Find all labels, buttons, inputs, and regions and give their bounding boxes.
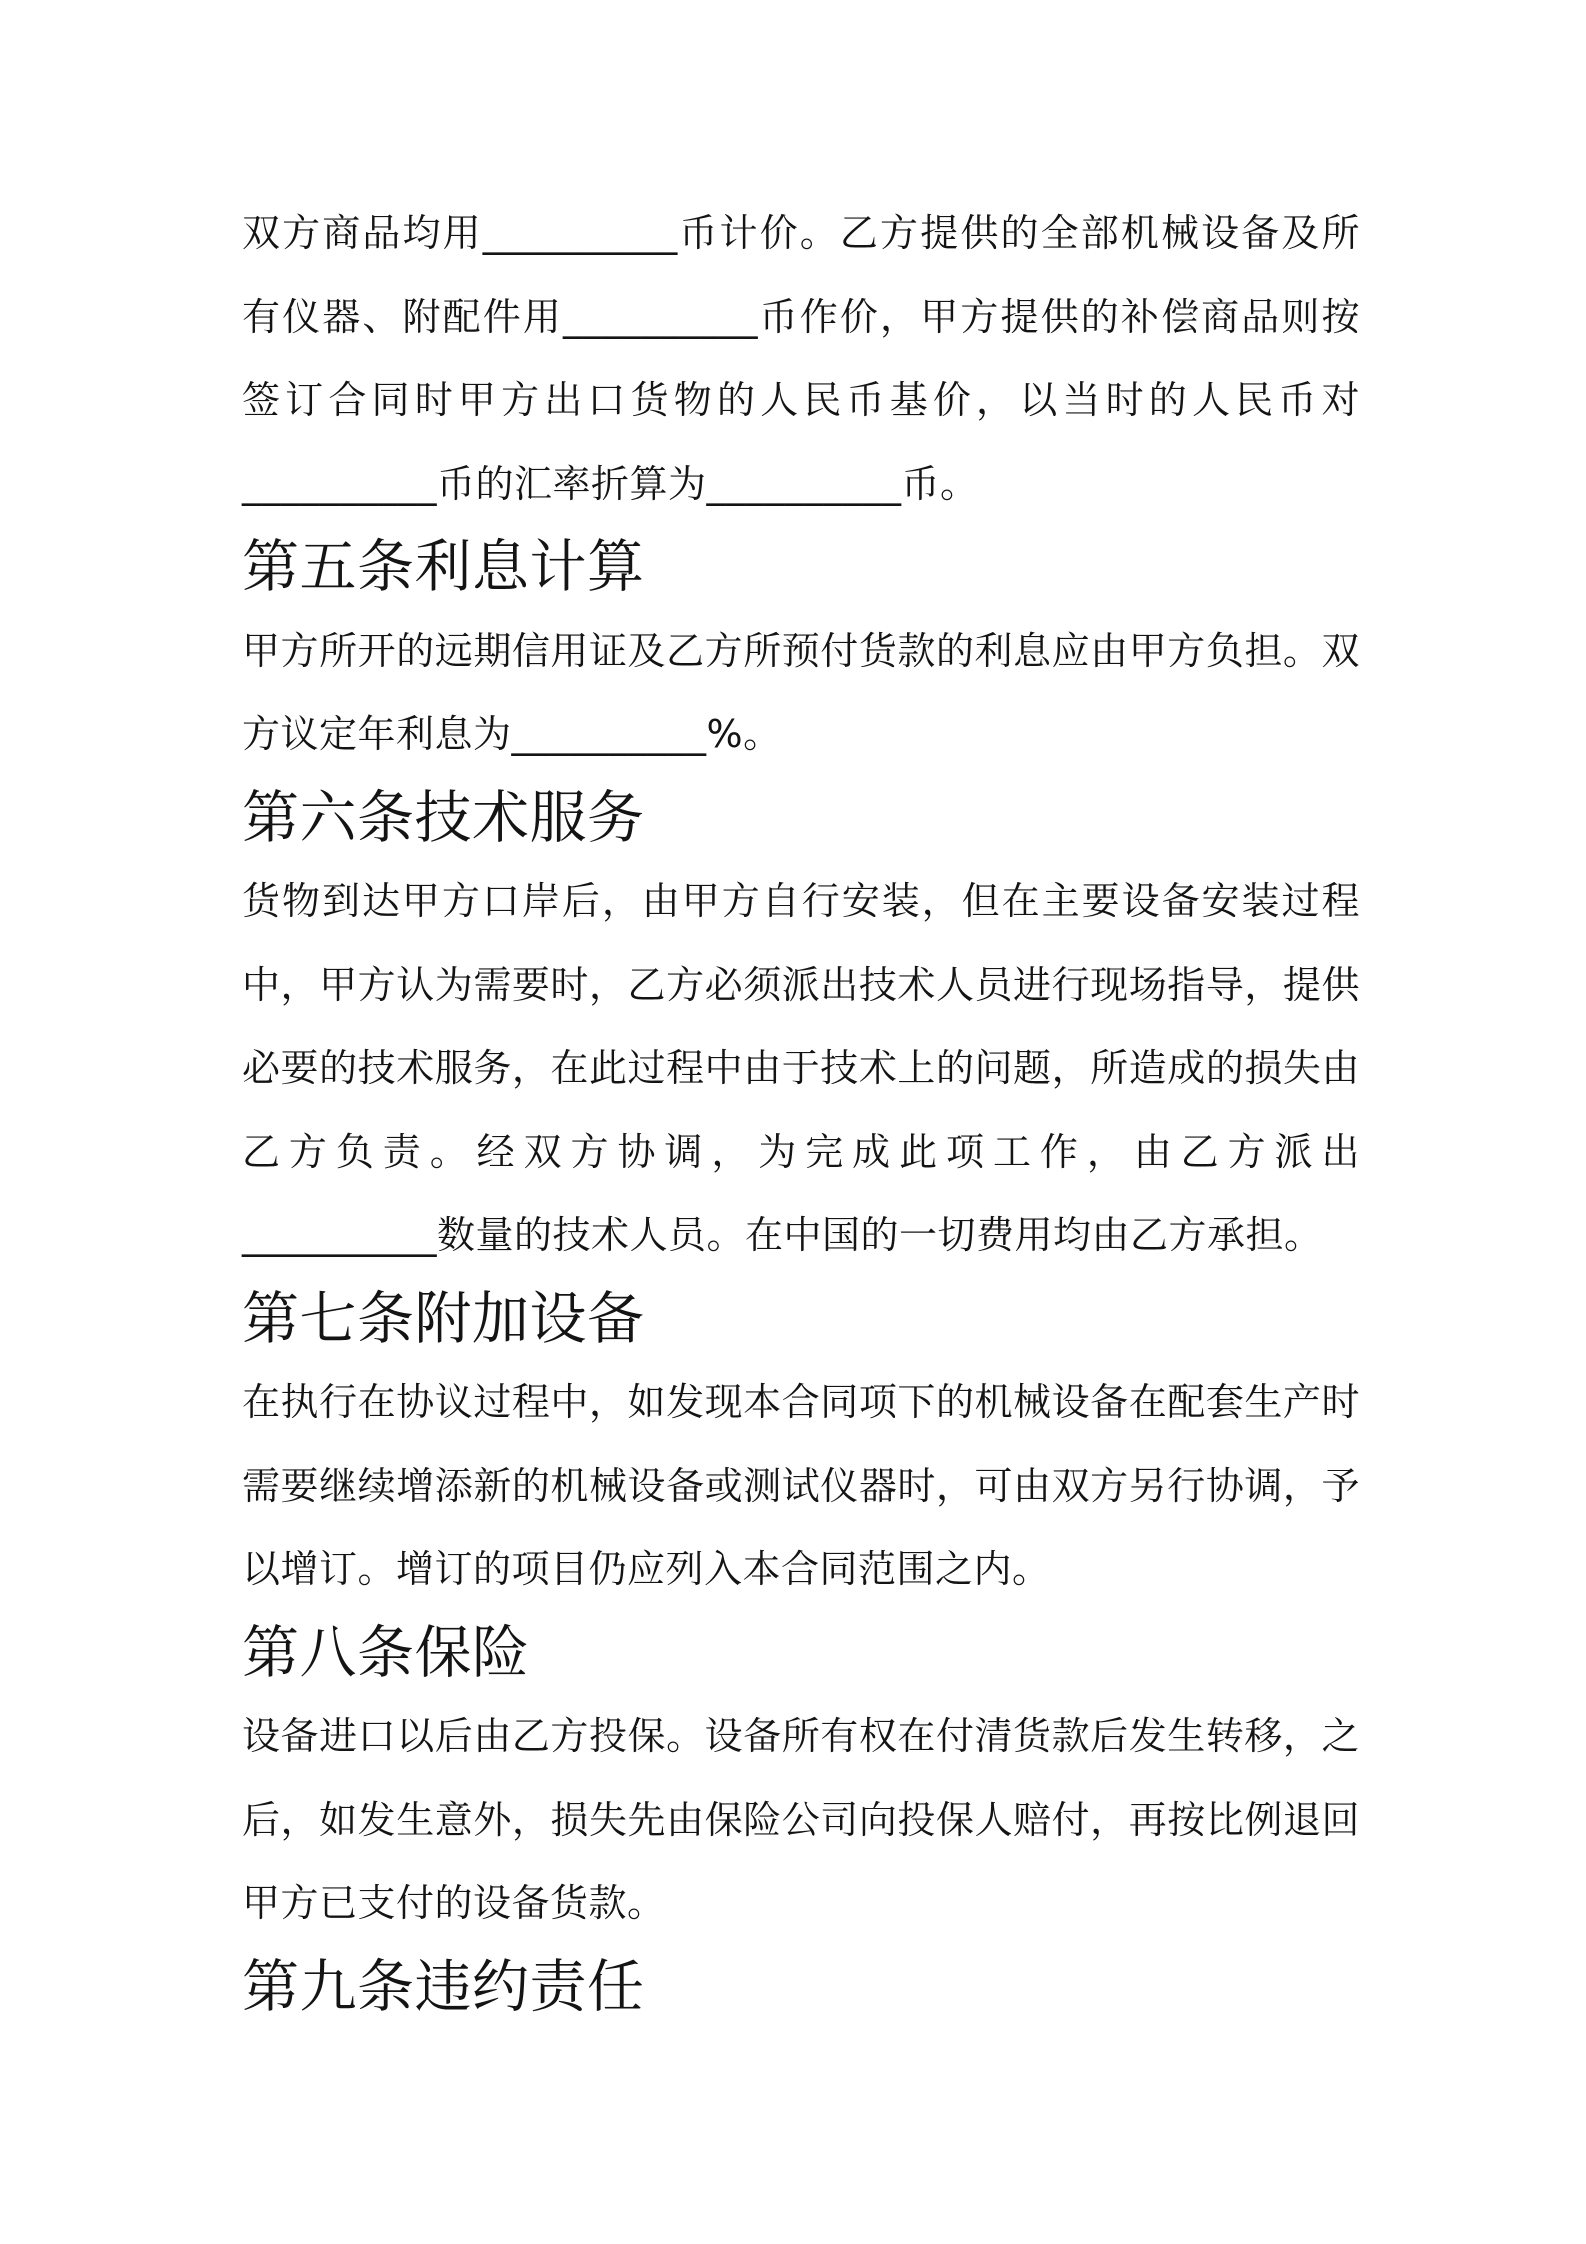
heading-article-9-liability: 第九条违约责任 — [242, 1953, 645, 2020]
paragraph-technical-service-terms: 货物到达甲方口岸后，由甲方自行安装，但在主要设备安装过程中，甲方认为需要时，乙方必须派出技术人员进行现场指导，提供必要的技术服务，在此过程中由于技术上的问题，所造成的损失由乙方负责。经双方协调，为完成此项工作，由乙方派出__________数量的技术人员。在中国的一切费用均由乙方承担。 — [242, 879, 1360, 1257]
paragraph-interest-terms: 甲方所开的远期信用证及乙方所预付货款的利息应由甲方负担。双方议定年利息为__________%。 — [242, 628, 1360, 756]
paragraph-insurance-terms: 设备进口以后由乙方投保。设备所有权在付清货款后发生转移，之后，如发生意外，损失先由保险公司向投保人赔付，再按比例退回甲方已支付的设备货款。 — [242, 1714, 1360, 1925]
heading-article-7-additional-equipment: 第七条附加设备 — [242, 1285, 645, 1352]
heading-article-5-interest: 第五条利息计算 — [242, 534, 645, 600]
heading-article-8-insurance: 第八条保险 — [242, 1619, 530, 1686]
heading-article-6-technical-service: 第六条技术服务 — [242, 784, 645, 851]
paragraph-currency-pricing: 双方商品均用__________币计价。乙方提供的全部机械设备及所有仪器、附配件用__________币作价，甲方提供的补偿商品则按签订合同时甲方出口货物的人民币基价，以当时的人民币对__________币的汇率折算为__________币。 — [242, 211, 1360, 506]
paragraph-additional-equipment-terms: 在执行在协议过程中，如发现本合同项下的机械设备在配套生产时需要继续增添新的机械设备或测试仪器时，可由双方另行协调，予以增订。增订的项目仍应列入本合同范围之内。 — [242, 1380, 1360, 1591]
document-body — [242, 192, 1360, 2029]
